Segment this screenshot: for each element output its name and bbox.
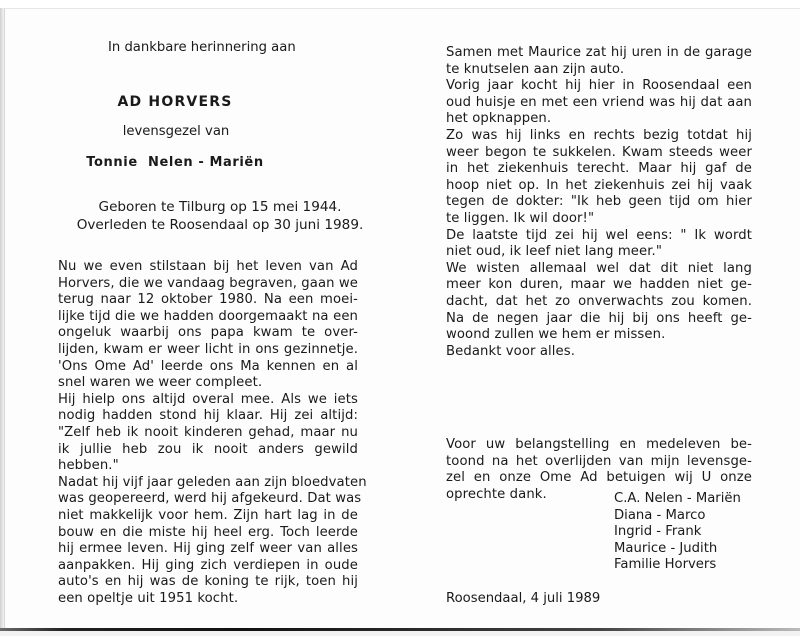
text-line: terug naar 12 oktober 1980. Na een moei- — [58, 292, 358, 308]
signer: Ingrid - Frank — [614, 524, 702, 540]
text-line: een opeltje uit 1951 kocht. — [58, 590, 239, 606]
text-line: te knutselen aan zijn auto. — [446, 61, 625, 77]
text-line: Zo was hij links en rechts bezig totdat hij — [446, 127, 752, 143]
text-line: De laatste tijd zei hij wel eens: " Ik wordt — [446, 227, 752, 243]
text-line: aanpakken. Hij ging zich verdiepen in oude — [58, 557, 358, 573]
text-line: te liggen. Ik wil door!" — [446, 210, 595, 226]
text-line: Na de negen jaar die hij bij ons heeft ge- — [446, 310, 752, 326]
intro-line: In dankbare herinnering aan — [108, 40, 296, 55]
signer: Maurice - Judith — [614, 540, 718, 556]
partner-name: Tonnie Nelen - Mariën — [86, 155, 264, 170]
text-line: was geopereerd, werd hij afgekeurd. Dat was — [58, 491, 362, 507]
text-line: We wisten allemaal wel dat dit niet lang — [446, 260, 752, 276]
partner-label: levensgezel van — [122, 124, 230, 139]
text-line: dacht, dat het zo onverwachts zou komen. — [446, 293, 752, 309]
birth-line: Geboren te Tilburg op 15 mei 1944. — [98, 199, 342, 215]
text-line: toond na het overlijden van mijn levensge- — [446, 453, 752, 469]
text-line: het opknappen. — [446, 111, 552, 127]
place-and-date: Roosendaal, 4 juli 1989 — [446, 591, 601, 606]
text-line: niet oud, ik leef niet lang meer." — [446, 244, 663, 260]
signers-list — [614, 491, 741, 574]
background-strip — [0, 631, 800, 636]
text-line: "Zelf heb ik nooit kinderen gehad, maar nu — [58, 424, 358, 440]
text-line: in het ziekenhuis terecht. Maar hij gaf de — [446, 161, 752, 177]
text-line: weer begon te sukkelen. Kwam steeds weer — [446, 144, 752, 160]
right-story — [446, 45, 752, 360]
text-line: zel en onze Ome Ad betuigen wij U onze — [446, 470, 752, 486]
text-line: Nadat hij vijf jaar geleden aan zijn bloedvaten — [58, 474, 367, 490]
text-line: woond zullen we hem er missen. — [446, 327, 666, 343]
text-line: snel waren we weer compleet. — [58, 375, 263, 391]
text-line: nodig hadden stond hij klaar. Hij zei altijd: — [58, 408, 358, 424]
signer: Diana - Marco — [614, 507, 706, 523]
life-dates — [60, 199, 380, 234]
text-line: Horvers, die we vandaag begraven, gaan we — [58, 275, 358, 291]
left-story — [58, 259, 367, 607]
text-line: oud huisje en met een vriend was hij dat aan — [446, 94, 752, 110]
text-line: oprechte dank. — [446, 486, 547, 502]
text-line: hebben." — [58, 458, 119, 474]
deceased-name: AD HORVERS — [117, 94, 233, 110]
text-line: hoop niet op. In het ziekenhuis zei hij vaak — [446, 177, 752, 193]
text-line: meer kon duren, maar we hadden niet ge- — [446, 277, 752, 293]
text-line: ongeluk waarbij ons papa kwam te over- — [58, 325, 358, 341]
text-line: Samen met Maurice zat hij uren in de garage — [446, 45, 752, 60]
death-line: Overleden te Roosendaal op 30 juni 1989. — [76, 216, 364, 233]
text-line: lijden, kwam er weer licht in ons gezinnetje. — [58, 341, 358, 357]
text-line: Voor uw belangstelling en medeleven be- — [446, 437, 752, 452]
signer: C.A. Nelen - Mariën — [614, 491, 741, 506]
text-line: niet makkelijk voor hem. Zijn hart lag in de — [58, 507, 358, 523]
text-line: Hij hielp ons altijd overal mee. Als we iets — [58, 391, 358, 407]
text-line: Bedankt voor alles. — [446, 343, 576, 359]
text-line: tegen de dokter: "Ik heb geen tijd om hier — [446, 194, 752, 210]
text-line: Nu we even stilstaan bij het leven van Ad — [58, 259, 358, 274]
text-line: auto's en hij was de koning te rijk, toen hij — [58, 574, 358, 590]
text-line: ik jullie heb zou ik nooit anders gewild — [58, 441, 358, 457]
text-line: lijke tijd die we hadden doorgemaakt na een — [58, 308, 358, 324]
text-line: hij ermee leven. Hij ging zelf weer van alles — [58, 541, 358, 557]
signer: Familie Horvers — [614, 557, 717, 573]
text-line: Vorig jaar kocht hij hier in Roosendaal een — [446, 78, 752, 94]
text-line: 'Ons Ome Ad' leerde ons Ma kennen en al — [58, 358, 358, 374]
text-line: bouw en die miste hij heel erg. Toch leerde — [58, 524, 358, 540]
